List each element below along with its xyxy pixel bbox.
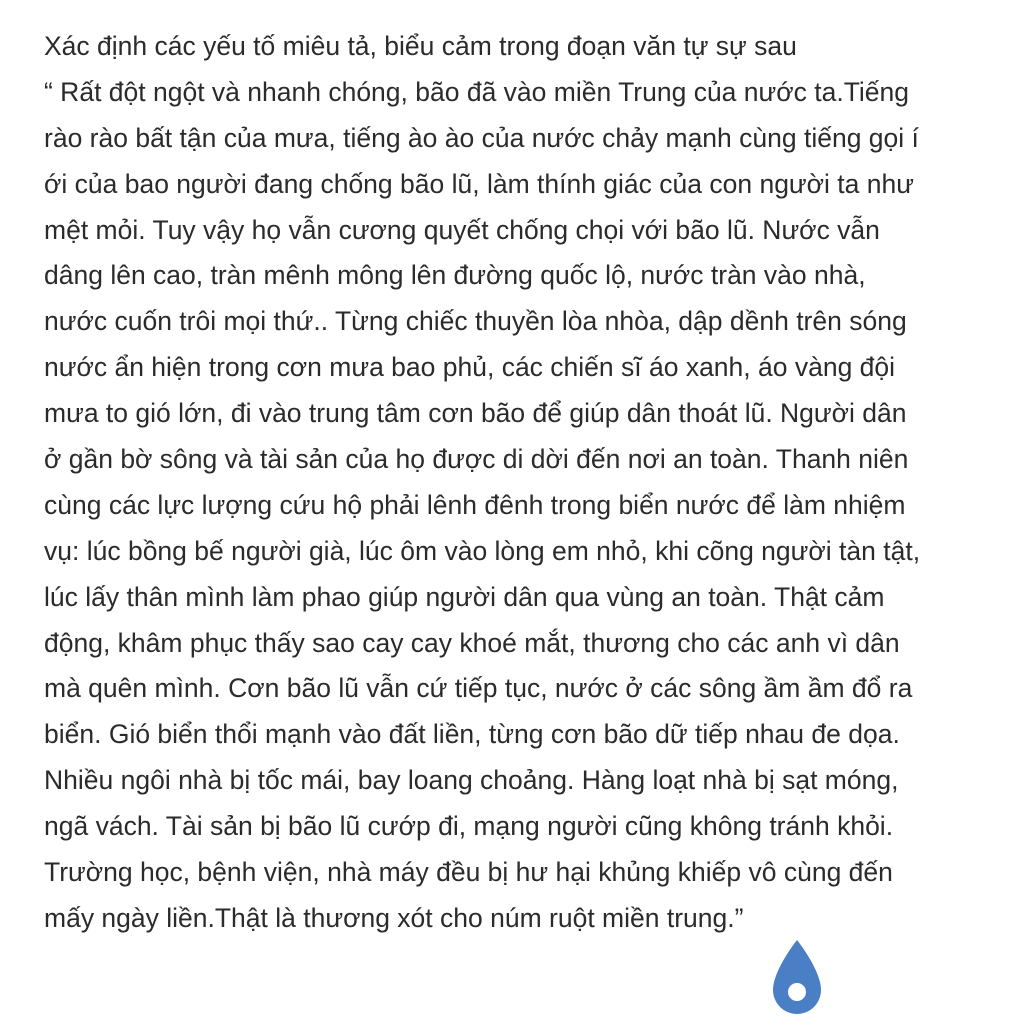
paragraph-line: cùng các lực lượng cứu hộ phải lênh đênh trong biển nước để làm nhiệm (44, 489, 906, 520)
paragraph-line: mấy ngày liền.Thật là thương xót cho núm ruột miền trung.” (44, 902, 744, 933)
paragraph-line: động, khâm phục thấy sao cay cay khoé mắt, thương cho các anh vì dân (44, 627, 900, 658)
paragraph-line: mưa to gió lớn, đi vào trung tâm cơn bão để giúp dân thoát lũ. Người dân (44, 398, 907, 429)
paragraph-line: “ Rất đột ngột và nhanh chóng, bão đã vào miền Trung của nước ta.Tiếng (44, 76, 910, 107)
paragraph-line: ngã vách. Tài sản bị bão lũ cướp đi, mạng người cũng không tránh khỏi. (44, 811, 894, 842)
paragraph-line: dâng lên cao, tràn mênh mông lên đường quốc lộ, nước tràn vào nhà, (44, 260, 866, 291)
droplet-icon (771, 940, 823, 1016)
paragraph-line: mà quên mình. Cơn bão lũ vẫn cứ tiếp tục, nước ở các sông ầm ầm đổ ra (44, 673, 913, 704)
paragraph-line: Nhiều ngôi nhà bị tốc mái, bay loang choảng. Hàng loạt nhà bị sạt móng, (44, 765, 899, 796)
document-body[interactable] (44, 24, 1004, 942)
paragraph-line: nước cuốn trôi mọi thứ.. Từng chiếc thuyền lòa nhòa, dập dềnh trên sóng (44, 306, 907, 337)
paragraph-line: lúc lấy thân mình làm phao giúp người dân qua vùng an toàn. Thật cảm (44, 581, 885, 612)
paragraph-line: rào rào bất tận của mưa, tiếng ào ào của nước chảy mạnh cùng tiếng gọi í (44, 122, 919, 153)
paragraph-line: vụ: lúc bồng bế người già, lúc ôm vào lòng em nhỏ, khi cõng người tàn tật, (44, 535, 921, 566)
paragraph-line: nước ẩn hiện trong cơn mưa bao phủ, các chiến sĩ áo xanh, áo vàng đội (44, 352, 896, 383)
paragraph-line: Trường học, bệnh viện, nhà máy đều bị hư hại khủng khiếp vô cùng đến (44, 857, 893, 888)
text-selection-handle-icon[interactable] (771, 940, 823, 1016)
paragraph-line: ới của bao người đang chống bão lũ, làm thính giác của con người ta như (44, 168, 914, 199)
paragraph-line: biển. Gió biển thổi mạnh vào đất liền, từng cơn bão dữ tiếp nhau đe dọa. (44, 719, 900, 750)
paragraph-line: mệt mỏi. Tuy vậy họ vẫn cương quyết chống chọi với bão lũ. Nước vẫn (44, 214, 880, 245)
paragraph-line: ở gần bờ sông và tài sản của họ được di dời đến nơi an toàn. Thanh niên (44, 444, 909, 475)
document-heading-line: Xác định các yếu tố miêu tả, biểu cảm trong đoạn văn tự sự sau (44, 31, 797, 61)
